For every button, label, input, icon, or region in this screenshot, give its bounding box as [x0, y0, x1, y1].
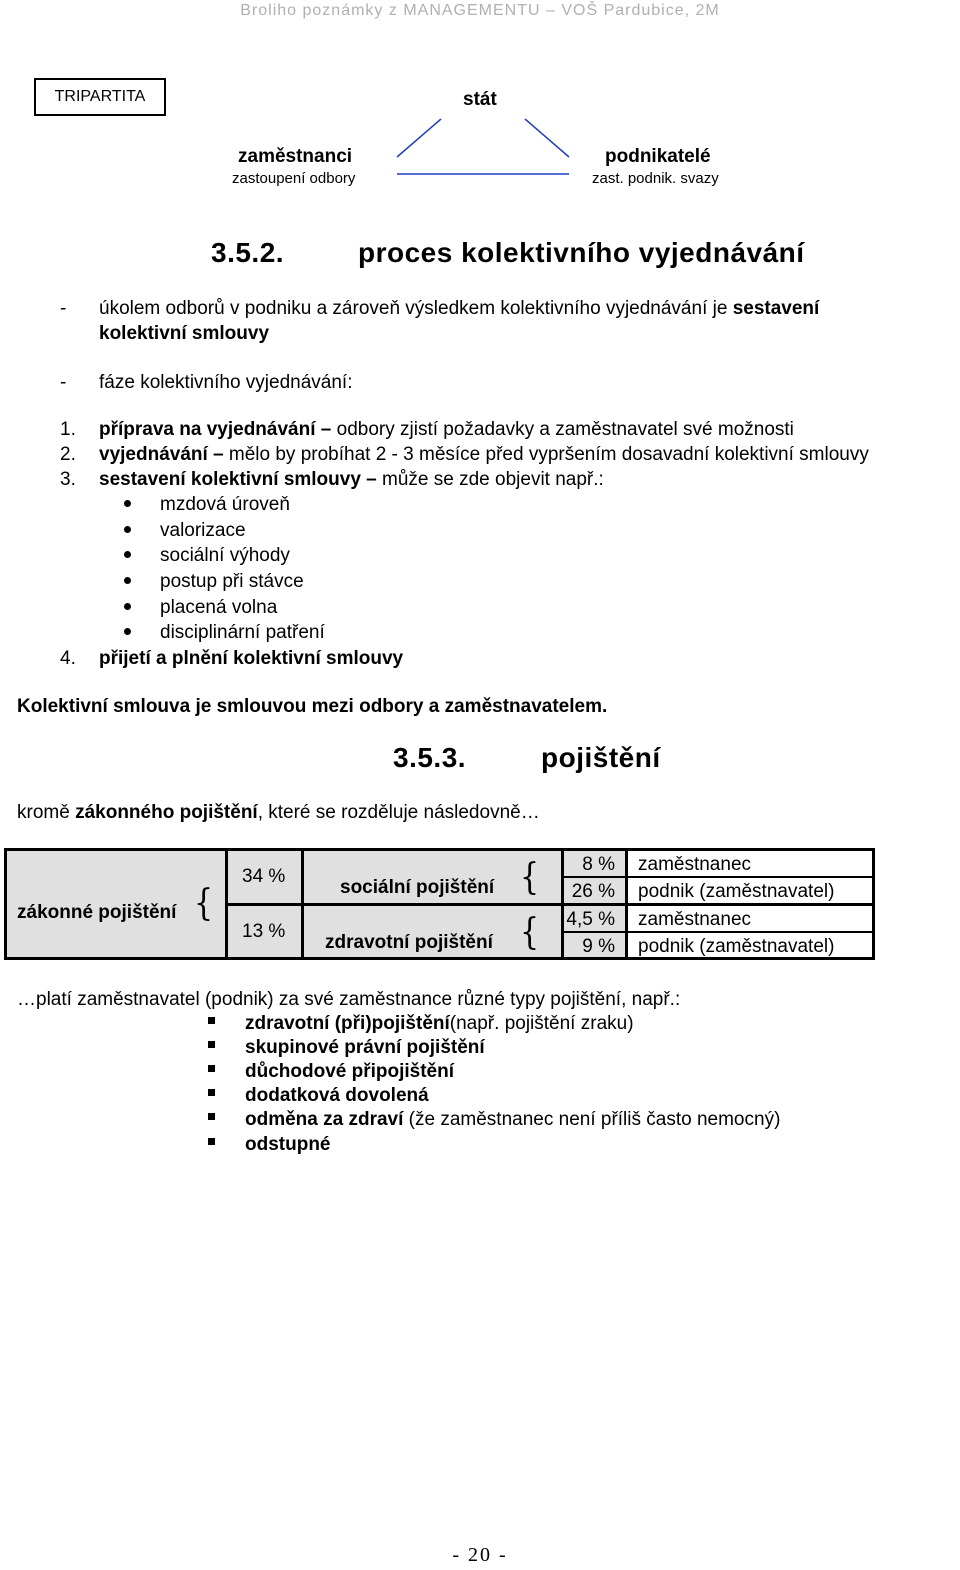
item-rest: může se zde objevit např.:: [376, 469, 604, 490]
item-bold: přijetí a plnění kolektivní smlouvy: [99, 648, 404, 669]
square-bullet-icon: [208, 1089, 215, 1096]
extra-item: [245, 1107, 780, 1132]
extra-rest: (že zaměstnanec není příliš často nemocný): [403, 1109, 781, 1130]
item-number: 1.: [60, 419, 76, 440]
numbered-item-1: [60, 417, 76, 442]
brace-icon: {: [520, 856, 540, 899]
extras-intro: …platí zaměstnavatel (podnik) za své zaměstnance různé typy pojištění, např.:: [17, 989, 681, 1010]
extra-bold: odstupné: [245, 1134, 331, 1155]
bullet-item: sociální výhody: [160, 545, 290, 566]
extra-bold: skupinové právní pojištění: [245, 1037, 485, 1058]
table-row-who: zaměstnanec: [638, 854, 752, 875]
tripartita-top-state: stát: [463, 89, 497, 110]
tripartita-box: TRIPARTITA: [34, 78, 166, 116]
page-number: - 20 -: [452, 1544, 508, 1566]
square-bullet-icon: [208, 1113, 215, 1120]
table-row-pct: 26 %: [571, 881, 615, 902]
tripartita-right-title: podnikatelé: [605, 146, 711, 167]
bullet-icon: [124, 603, 131, 610]
bullet-icon: [124, 628, 131, 635]
bullet-icon: [124, 526, 131, 533]
table-row-pct: 4,5 %: [566, 909, 615, 930]
intro-pre: kromě: [17, 802, 76, 823]
bullet-icon: [124, 551, 131, 558]
brace-icon: {: [520, 911, 540, 954]
section-number-353: 3.5.3.: [393, 742, 467, 773]
table-row-who: podnik (zaměstnavatel): [638, 881, 835, 902]
table-row-who: zaměstnanec: [638, 909, 752, 930]
bullet-icon: [124, 500, 131, 507]
table-pct-health: 13 %: [242, 921, 286, 942]
brace-icon: {: [194, 882, 214, 925]
section-title-352: proces kolektivního vyjednávání: [358, 237, 805, 268]
summary-sentence: Kolektivní smlouva je smlouvou mezi odbory a zaměstnavatelem.: [17, 696, 608, 717]
square-bullet-icon: [208, 1138, 215, 1145]
item-bold: příprava na vyjednávání –: [99, 419, 332, 440]
table-row-pct: 8 %: [582, 854, 615, 875]
square-bullet-icon: [208, 1017, 215, 1024]
extra-item: [245, 1059, 454, 1084]
item-bold: vyjednávání –: [99, 444, 224, 465]
page-header: Broliho poznámky z MANAGEMENTU – VOŠ Pardubice, 2M: [240, 2, 720, 19]
bullet-item: placená volna: [160, 597, 278, 618]
numbered-item-1-text: [99, 417, 794, 442]
dash-item-1-bold: sestavení: [732, 298, 820, 319]
intro-post: , které se rozděluje následovně…: [257, 802, 540, 823]
table-label-health: zdravotní pojištění: [325, 932, 493, 953]
intro-bold: zákonného pojištění: [75, 802, 258, 823]
bullet-item: disciplinární patření: [160, 622, 325, 643]
item-number: 3.: [60, 469, 76, 490]
tripartita-triangle-lines: [0, 0, 960, 200]
numbered-item-3-text: [99, 467, 604, 492]
dash-marker: -: [60, 298, 67, 319]
table-border-top: [4, 848, 875, 851]
item-rest: mělo by probíhat 2 - 3 měsíce před vypršením dosavadní kolektivní smlouvy: [223, 444, 869, 465]
square-bullet-icon: [208, 1041, 215, 1048]
numbered-item-2-text: [99, 442, 869, 467]
insurance-intro: [17, 800, 540, 825]
table-row-who: podnik (zaměstnavatel): [638, 936, 835, 957]
table-label-social: sociální pojištění: [340, 877, 495, 898]
bullet-item: mzdová úroveň: [160, 494, 290, 515]
square-bullet-icon: [208, 1065, 215, 1072]
table-pct-social: 34 %: [242, 866, 286, 887]
dash-item-2: fáze kolektivního vyjednávání:: [99, 372, 353, 393]
dash-item-1-cont: kolektivní smlouvy: [99, 323, 270, 344]
numbered-item-2: [60, 442, 76, 467]
extra-item: [245, 1132, 331, 1157]
section-title-353: pojištění: [541, 742, 661, 773]
table-left-label: zákonné pojištění: [17, 902, 177, 923]
extra-bold: dodatková dovolená: [245, 1085, 429, 1106]
tripartita-left-sub: zastoupení odbory: [232, 170, 356, 187]
extra-bold: zdravotní (při)pojištění: [245, 1013, 450, 1034]
extra-bold: odměna za zdraví: [245, 1109, 404, 1130]
bullet-item: valorizace: [160, 520, 246, 541]
item-number: 2.: [60, 444, 76, 465]
dash-marker: -: [60, 372, 67, 393]
extra-bold: důchodové připojištění: [245, 1061, 455, 1082]
numbered-item-3: [60, 467, 76, 492]
dash-item-1: [99, 296, 819, 321]
extra-item: [245, 1011, 634, 1036]
extra-rest: (např. pojištění zraku): [449, 1013, 634, 1034]
tripartita-left-title: zaměstnanci: [238, 146, 353, 167]
tripartita-right-sub: zast. podnik. svazy: [592, 170, 719, 187]
bullet-item: postup při stávce: [160, 571, 304, 592]
extra-item: [245, 1035, 485, 1060]
item-number: 4.: [60, 648, 76, 669]
numbered-item-4: [60, 646, 76, 671]
extra-item: [245, 1083, 429, 1108]
section-number-352: 3.5.2.: [211, 237, 285, 268]
numbered-item-4-text: [99, 646, 403, 671]
table-border-left: [4, 848, 7, 960]
item-rest: odbory zjistí požadavky a zaměstnavatel své možnosti: [331, 419, 794, 440]
table-row-pct: 9 %: [582, 936, 615, 957]
bullet-icon: [124, 577, 131, 584]
item-bold: sestavení kolektivní smlouvy –: [99, 469, 377, 490]
dash-item-1-text: úkolem odborů v podniku a zároveň výsledkem kolektivního vyjednávání je: [99, 298, 733, 319]
